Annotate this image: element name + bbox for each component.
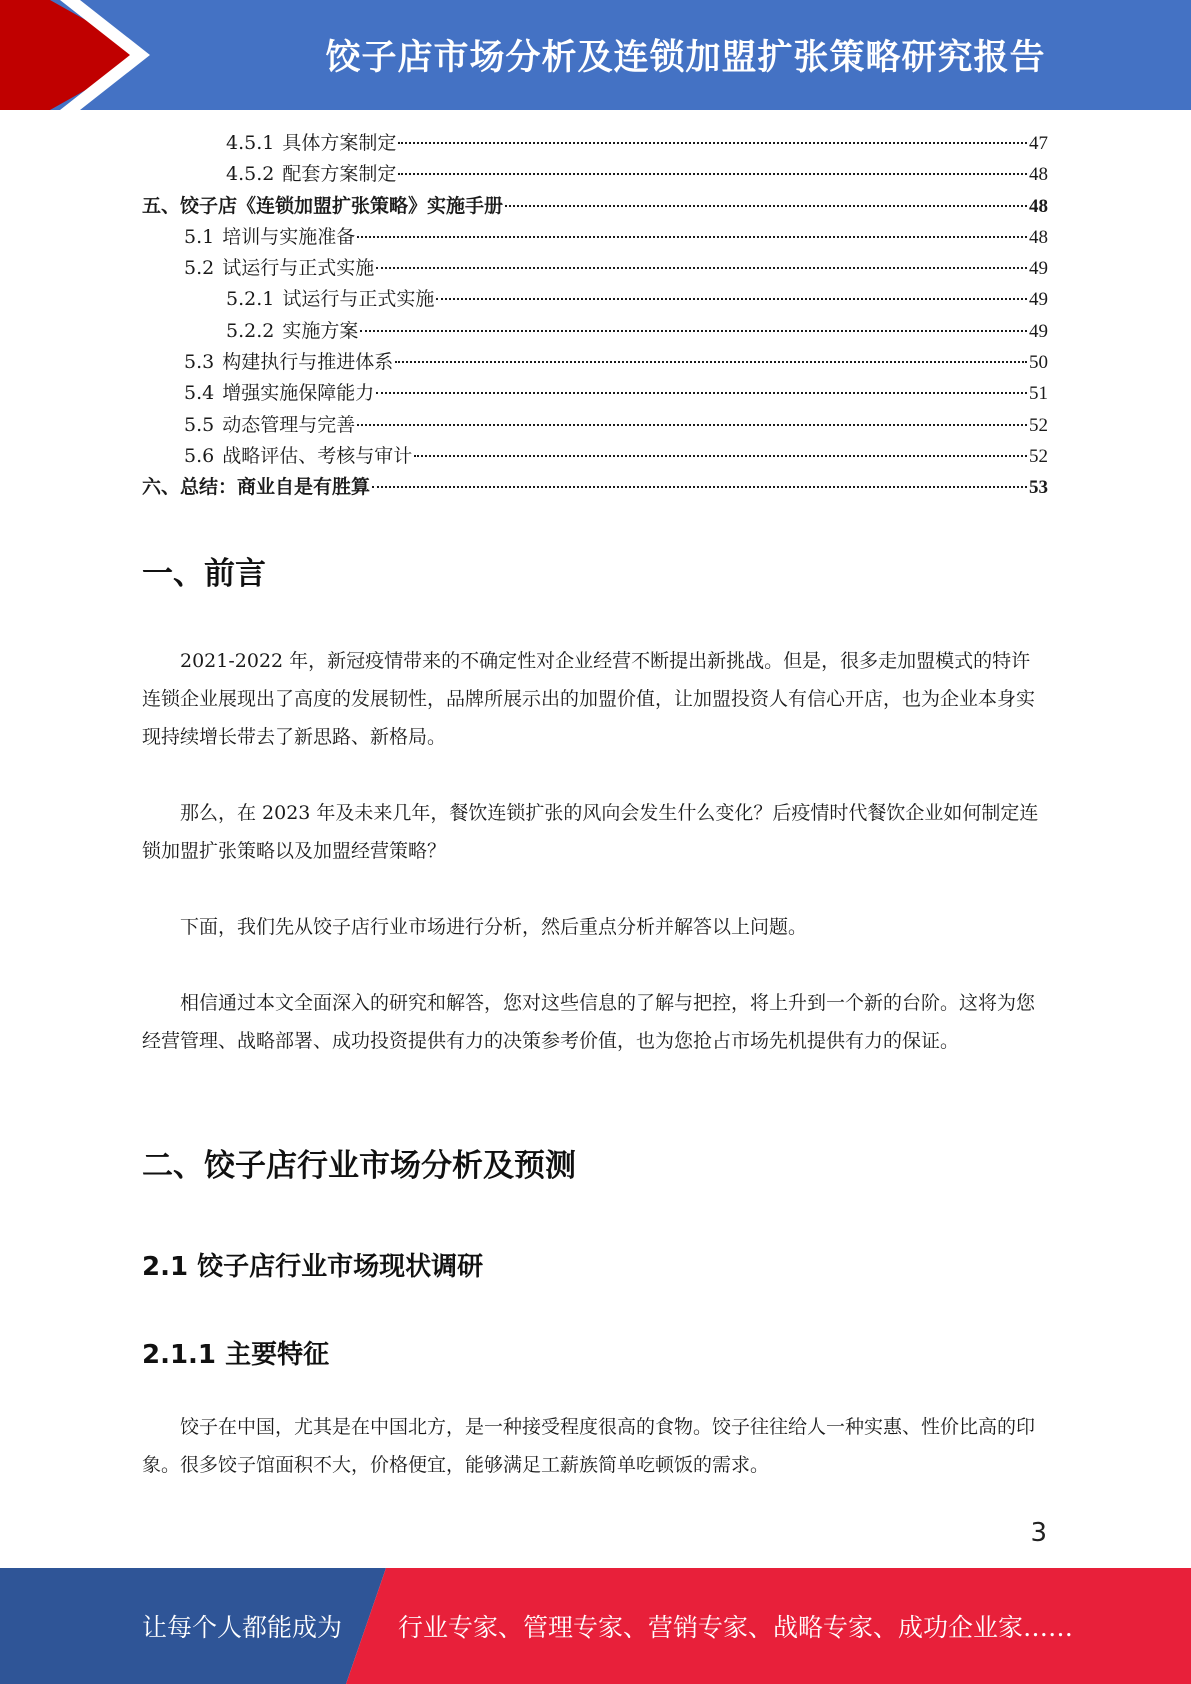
toc-entry-number: 4.5.1 (226, 132, 275, 154)
toc-entry[interactable] (142, 410, 1048, 441)
toc-leader-dots (505, 205, 1027, 207)
toc-entry-page: 48 (1029, 164, 1048, 186)
toc-leader-dots (414, 455, 1027, 457)
toc-entry-page: 50 (1029, 352, 1048, 374)
toc-entry-title: 具体方案制定 (282, 132, 397, 154)
subsubsection-heading-features: 2.1.1 主要特征 (142, 1340, 330, 1370)
toc-leader-dots (376, 267, 1027, 269)
paragraph-1: 2021-2022 年，新冠疫情带来的不确定性对企业经营不断提出新挑战。但是，很多走加盟模式的特许连锁企业展现出了高度的发展韧性，品牌所展示出的加盟价值，让加盟投资人有信心开店，也为企业本身实现持续增长带去了新思路、新格局。 (142, 650, 1036, 748)
toc-leader-dots (357, 236, 1027, 238)
toc-entry-number: 4.5.2 (226, 163, 275, 186)
toc-entry-number: 5.3 (184, 351, 215, 374)
toc-entry[interactable] (142, 222, 1048, 253)
report-title: 饺子店市场分析及连锁加盟扩张策略研究报告 (325, 38, 1046, 78)
subsection-heading-status: 2.1 饺子店行业市场现状调研 (142, 1252, 484, 1282)
toc-entry-page: 49 (1029, 320, 1048, 342)
paragraph-3: 下面，我们先从饺子店行业市场进行分析，然后重点分析并解答以上问题。 (180, 916, 808, 938)
toc-entry-title: 配套方案制定 (282, 163, 397, 186)
toc-entry-page: 48 (1029, 226, 1048, 248)
toc-entry[interactable] (142, 191, 1048, 222)
toc-entry-page: 47 (1029, 133, 1048, 154)
toc-entry-page: 49 (1029, 289, 1048, 311)
toc-leader-dots (436, 298, 1027, 300)
toc-entry[interactable] (142, 378, 1048, 409)
toc-entry-page: 51 (1029, 383, 1048, 405)
toc-entry[interactable] (142, 284, 1048, 315)
toc-leader-dots (360, 330, 1027, 332)
toc-entry-number: 5.2.2 (226, 319, 275, 342)
toc-entry-page: 52 (1029, 445, 1048, 467)
paragraph-4: 相信通过本文全面深入的研究和解答，您对这些信息的了解与把控，将上升到一个新的台阶。这将为您经营管理、战略部署、成功投资提供有力的决策参考价值，也为您抢占市场先机提供有力的保证。 (142, 992, 1036, 1052)
toc-leader-dots (398, 173, 1027, 175)
toc-entry-title: 五、饺子店《连锁加盟扩张策略》实施手册 (142, 194, 504, 217)
toc-entry-title: 战略评估、考核与审计 (222, 444, 413, 467)
toc-entry[interactable] (142, 316, 1048, 347)
toc-entry[interactable] (142, 441, 1048, 472)
toc-leader-dots (357, 424, 1027, 426)
toc-entry[interactable] (142, 472, 1048, 503)
toc-entry-number: 5.2.1 (226, 288, 275, 311)
toc-entry-number: 5.1 (184, 225, 215, 248)
toc-entry-number: 5.6 (184, 444, 215, 467)
toc-entry-page: 53 (1029, 477, 1048, 499)
section-heading-preface: 一、前言 (142, 556, 266, 592)
header-banner (0, 0, 1191, 110)
paragraph-5: 饺子在中国，尤其是在中国北方，是一种接受程度很高的食物。饺子往往给人一种实惠、性价比高的印象。很多饺子馆面积不大，价格便宜，能够满足工薪族简单吃顿饭的需求。 (142, 1416, 1036, 1476)
toc-entry-title: 试运行与正式实施 (222, 257, 375, 280)
toc-entry-title: 增强实施保障能力 (222, 382, 375, 405)
toc-entry-title: 试运行与正式实施 (282, 288, 435, 311)
section-heading-market: 二、饺子店行业市场分析及预测 (142, 1148, 576, 1184)
paragraph-2: 那么，在 2023 年及未来几年，餐饮连锁扩张的风向会发生什么变化？后疫情时代餐饮企业如何制定连锁加盟扩张策略以及加盟经营策略？ (142, 802, 1039, 862)
toc-entry-page: 49 (1029, 258, 1048, 280)
toc-entry-page: 48 (1029, 195, 1048, 217)
toc-entry-title: 动态管理与完善 (222, 413, 356, 436)
toc-entry-title: 培训与实施准备 (222, 225, 356, 248)
footer-banner (0, 1568, 1191, 1684)
toc-entry-title: 六、总结：商业自是有胜算 (142, 476, 371, 499)
footer-slogan-right: 行业专家、管理专家、营销专家、战略专家、成功企业家…… (398, 1613, 1074, 1642)
toc-entry-page: 52 (1029, 414, 1048, 436)
toc-entry[interactable] (142, 159, 1048, 190)
toc-leader-dots (398, 142, 1027, 144)
toc-entry-number: 5.4 (184, 382, 215, 405)
toc-leader-dots (376, 392, 1027, 394)
toc-entry-title: 实施方案 (282, 319, 359, 342)
toc-leader-dots (395, 361, 1027, 363)
table-of-contents (142, 128, 1048, 504)
page-number: 3 (1030, 1518, 1047, 1548)
header-arrow-decoration (0, 0, 160, 110)
toc-entry-title: 构建执行与推进体系 (222, 351, 394, 374)
toc-leader-dots (372, 486, 1027, 488)
toc-entry-number: 5.5 (184, 413, 215, 436)
toc-entry[interactable] (142, 253, 1048, 284)
toc-entry-number: 5.2 (184, 257, 215, 280)
toc-entry[interactable] (142, 128, 1048, 159)
toc-entry[interactable] (142, 347, 1048, 378)
footer-slogan-left: 让每个人都能成为 (142, 1613, 343, 1642)
